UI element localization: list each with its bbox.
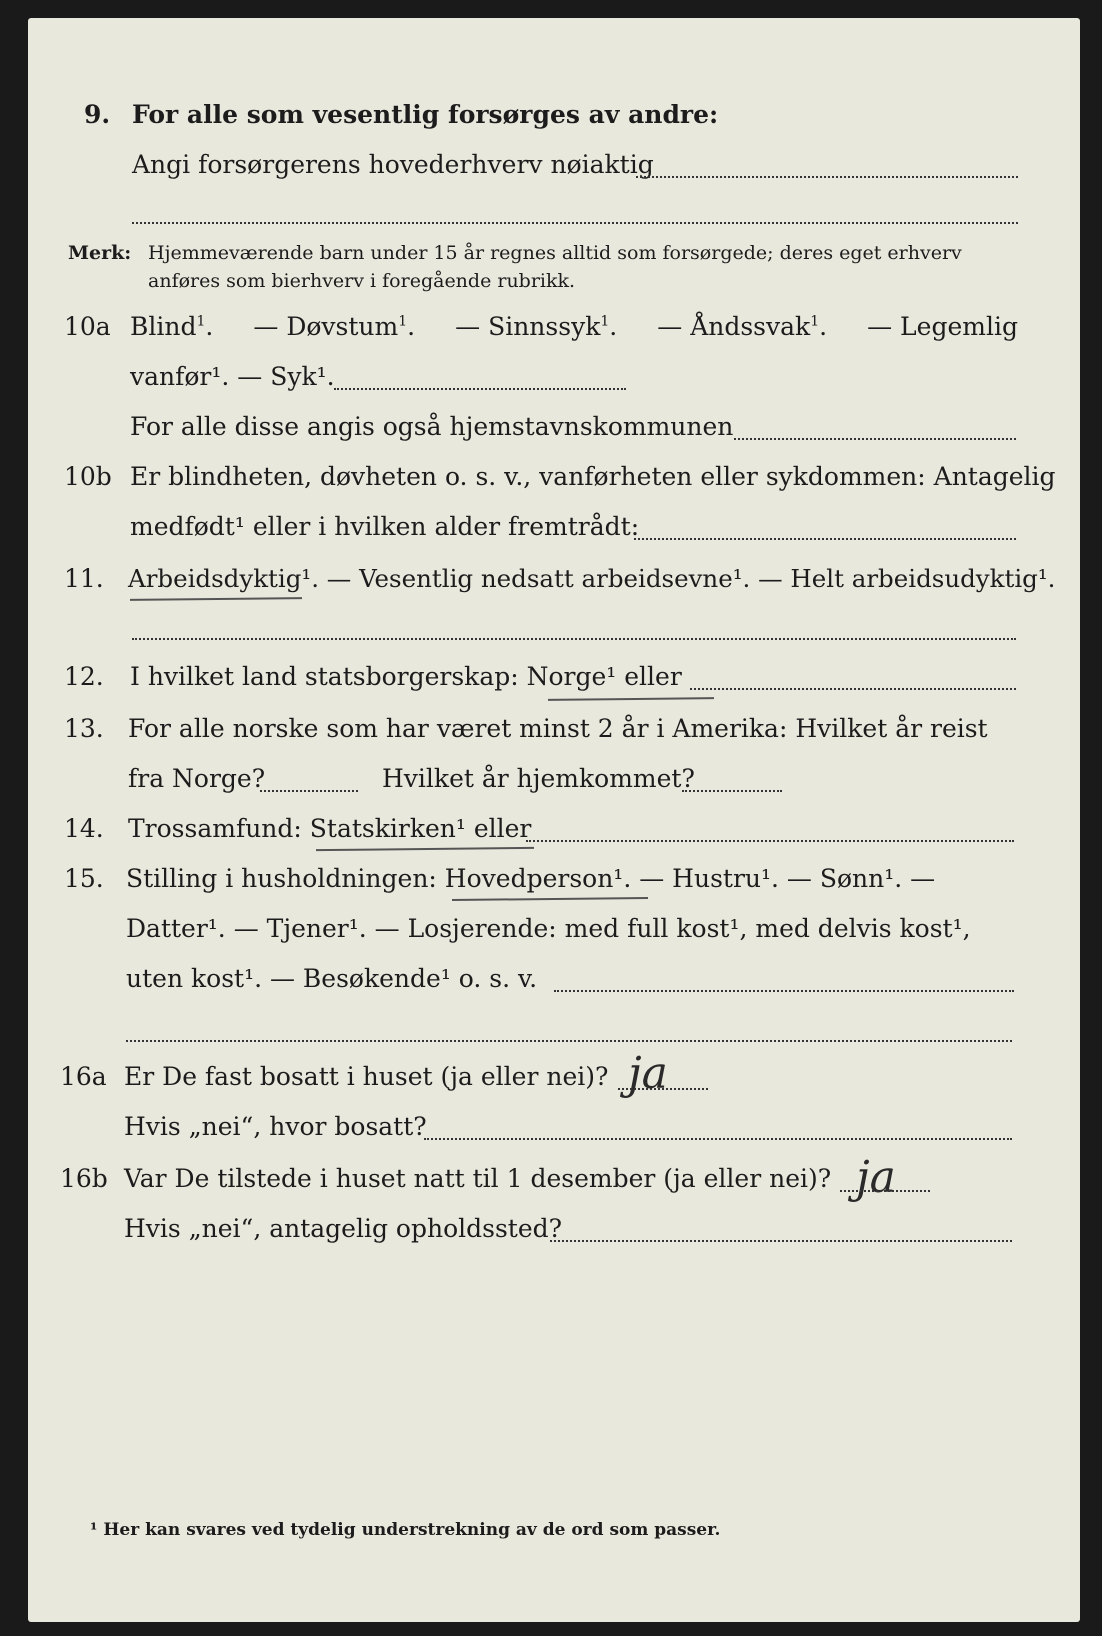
q16b-number: 16b	[60, 1164, 108, 1193]
q13-line2a: fra Norge?	[128, 764, 266, 793]
q16b-handwritten-answer: ja	[856, 1152, 896, 1203]
q12-number: 12.	[64, 662, 104, 691]
q15-answer-line-2[interactable]	[126, 1040, 1012, 1042]
q15-line1: Stilling i husholdningen: Hovedperson¹. — Hustru¹. — Sønn¹. —	[126, 864, 936, 893]
q10b-answer-line[interactable]	[634, 538, 1016, 540]
q11-number: 11.	[64, 564, 104, 593]
q10a-line3: For alle disse angis også hjemstavnskommunen	[130, 412, 734, 441]
merk-line2: anføres som bierhverv i foregående rubrikk.	[148, 270, 576, 292]
q16a-handwritten-answer: ja	[628, 1048, 668, 1099]
q11-line1: Arbeidsdyktig¹. — Vesentlig nedsatt arbeidsevne¹. — Helt arbeidsudyktig¹.	[128, 564, 1056, 593]
q16a-number: 16a	[60, 1062, 107, 1091]
q15-number: 15.	[64, 864, 104, 893]
q11-answer-line[interactable]	[132, 638, 1016, 640]
q10a-sinnssyk: — Sinnssyk$^1$.	[455, 312, 618, 341]
q13-hjemkommet-line[interactable]	[682, 790, 782, 792]
q13-number: 13.	[64, 714, 104, 743]
q12-underline-norge	[548, 697, 714, 701]
q10b-line1: Er blindheten, døvheten o. s. v., vanførheten eller sykdommen: Antagelig	[130, 462, 1056, 491]
q15-line3: uten kost¹. — Besøkende¹ o. s. v.	[126, 964, 538, 993]
q10b-number: 10b	[64, 462, 112, 491]
q9-line1: For alle som vesentlig forsørges av andre:	[132, 100, 719, 129]
q16a-answer-line[interactable]	[618, 1088, 708, 1090]
q14-underline-statskirken	[316, 847, 534, 851]
q11-underline-arbeidsdyktig	[130, 597, 302, 601]
merk-line1: Hjemmeværende barn under 15 år regnes alltid som forsørgede; deres eget erhverv	[148, 242, 962, 264]
q12-line1: I hvilket land statsborgerskap: Norge¹ eller	[130, 662, 682, 691]
merk-label: Merk:	[68, 242, 132, 264]
q16b-opholdssted-line[interactable]	[550, 1240, 1012, 1242]
q10a-answer-line[interactable]	[334, 388, 626, 390]
q10a-line1	[130, 312, 1018, 341]
q10a-blind: Blind$^1$.	[130, 312, 214, 341]
q13-reist-line[interactable]	[260, 790, 358, 792]
q10b-line2: medfødt¹ eller i hvilken alder fremtrådt:	[130, 512, 640, 541]
q10a-number: 10a	[64, 312, 111, 341]
q9-answer-line[interactable]	[636, 176, 1018, 178]
q13-line1: For alle norske som har været minst 2 år i Amerika: Hvilket år reist	[128, 714, 988, 743]
q16b-line2: Hvis „nei“, antagelig opholdssted?	[124, 1214, 563, 1243]
q12-answer-line[interactable]	[690, 688, 1016, 690]
q15-answer-line[interactable]	[554, 990, 1014, 992]
q15-line2: Datter¹. — Tjener¹. — Losjerende: med full kost¹, med delvis kost¹,	[126, 914, 971, 943]
footnote: ¹ Her kan svares ved tydelig understrekning av de ord som passer.	[90, 1520, 721, 1540]
q9-line2: Angi forsørgerens hovederhverv nøiaktig	[132, 150, 654, 179]
q14-line1: Trossamfund: Statskirken¹ eller	[128, 814, 532, 843]
q10a-line2: vanfør¹. — Syk¹.	[130, 362, 335, 391]
q16b-answer-line[interactable]	[840, 1190, 930, 1192]
q16a-bosatt-line[interactable]	[424, 1138, 1012, 1140]
q9-answer-line-2[interactable]	[132, 222, 1018, 224]
q14-answer-line[interactable]	[526, 840, 1014, 842]
q10a-andssvak: — Åndssvak$^1$.	[657, 312, 828, 341]
q14-number: 14.	[64, 814, 104, 843]
q10a-hjemstavn-line[interactable]	[734, 438, 1016, 440]
q15-underline-hovedperson	[452, 897, 648, 901]
q10a-legemlig: — Legemlig	[867, 312, 1018, 341]
q16b-line1: Var De tilstede i huset natt til 1 desember (ja eller nei)?	[124, 1164, 832, 1193]
q13-line2b: Hvilket år hjemkommet?	[382, 764, 695, 793]
q9-number: 9.	[84, 100, 111, 129]
census-form-page	[28, 18, 1080, 1622]
q16a-line2: Hvis „nei“, hvor bosatt?	[124, 1112, 427, 1141]
q10a-dovstum: — Døvstum$^1$.	[253, 312, 416, 341]
q16a-line1: Er De fast bosatt i huset (ja eller nei)?	[124, 1062, 609, 1091]
